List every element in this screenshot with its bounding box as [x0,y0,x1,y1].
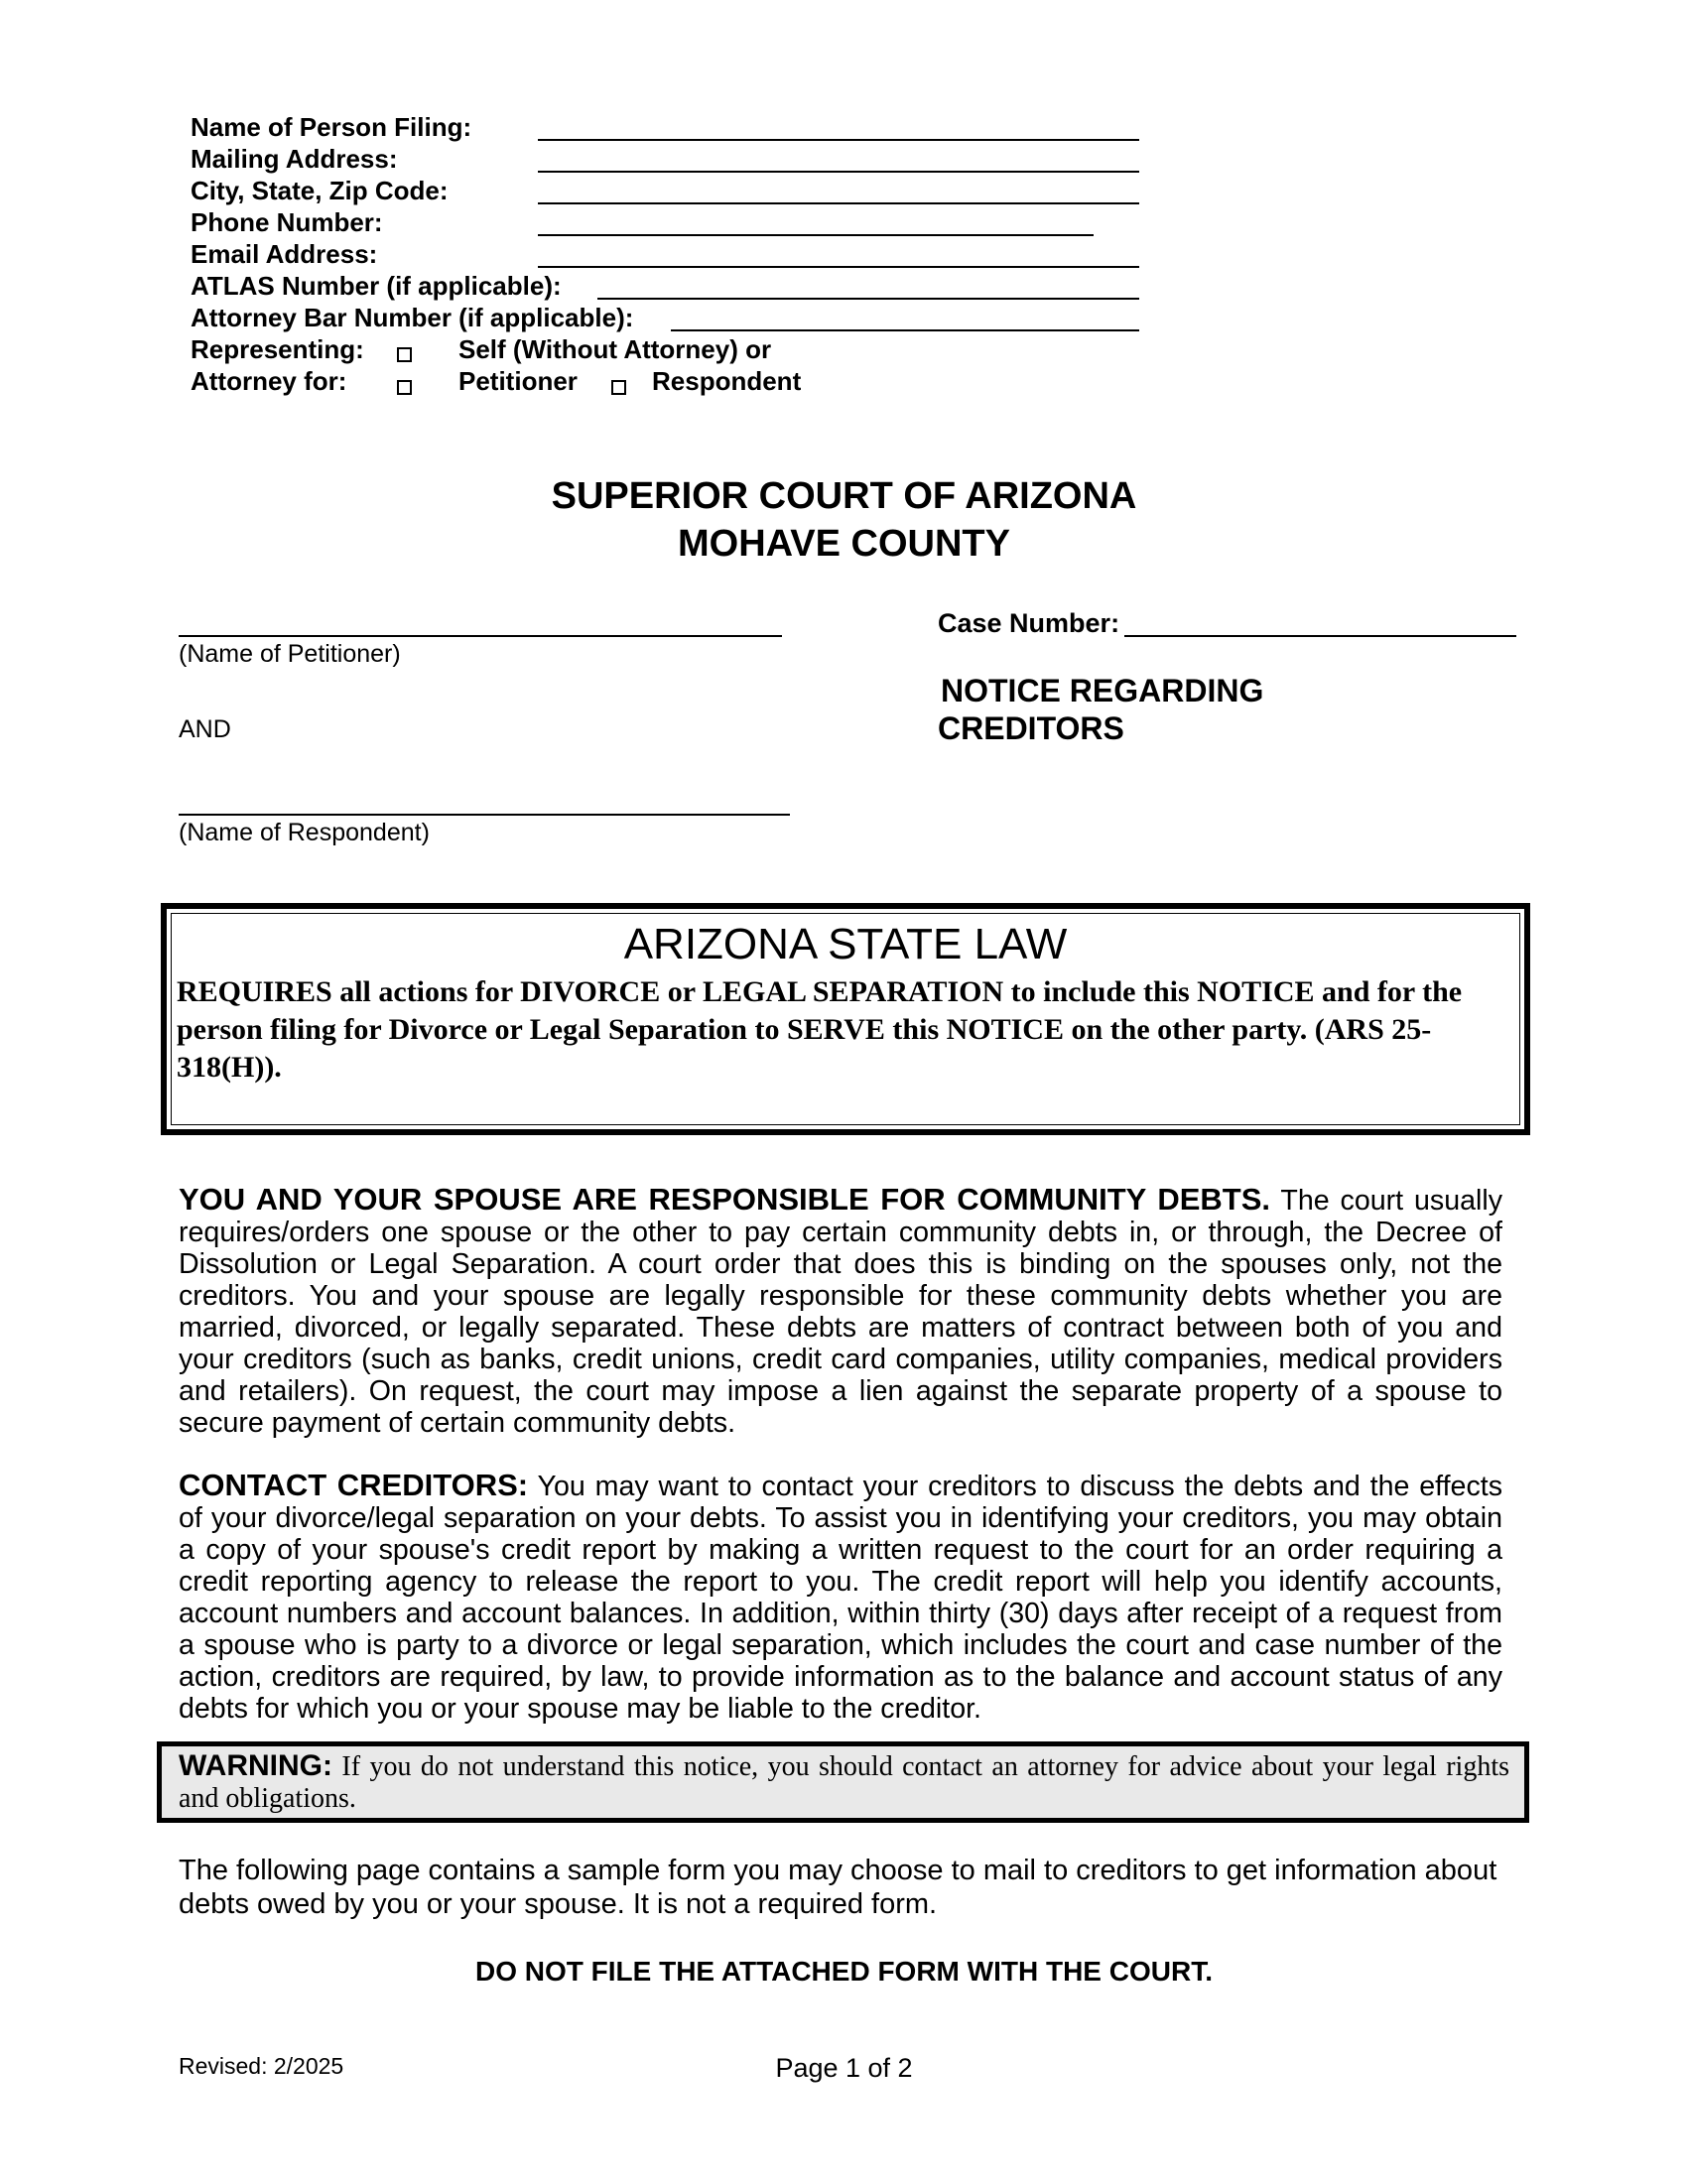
notice-title-line2: CREDITORS [938,710,1124,746]
state-law-box [161,903,1530,1135]
phone-number-label: Phone Number: [191,207,383,237]
state-law-text: REQUIRES all actions for DIVORCE or LEGAL SEPARATION to include this NOTICE and for the person filing for Divorce or Legal Separation to SERVE this NOTICE on the other party. (ARS 25-318(H)). [177,975,1463,1084]
respondent-name-caption: (Name of Respondent) [179,819,430,846]
petitioner-name-caption: (Name of Petitioner) [179,640,401,668]
mailing-address-label: Mailing Address: [191,144,398,174]
atlas-number-line[interactable] [597,298,1139,300]
and-label: AND [179,715,231,743]
state-law-heading: ARIZONA STATE LAW [623,920,1068,968]
respondent-checkbox[interactable] [611,380,626,395]
city-state-zip-label: City, State, Zip Code: [191,176,449,205]
attorney-bar-number-line[interactable] [671,329,1139,331]
warning-text: If you do not understand this notice, you should contact an attorney for advice about your legal rights and obligations. [179,1751,1509,1814]
phone-number-line[interactable] [538,234,1094,236]
revised-date: Revised: 2/2025 [179,2053,344,2079]
self-checkbox[interactable] [397,347,412,362]
warning-content [179,1750,1509,1815]
community-debts-text: The court usually requires/orders one spouse or the other to pay certain community debts in, or through, the Decree of Dissolution or Legal Separation. A court order that does this is binding on the spouses only, not the creditors. You and your spouse are legally responsible for these community debts whether you are married, divorced, or legally separated. These debts are matters of contract between both of you and your creditors (such as banks, credit unions, credit card companies, utility companies, medical providers and retailers). On request, the court may impose a lien against the separate property of a spouse to secure payment of certain community debts. [179,1185,1502,1439]
respondent-name-line[interactable] [179,814,790,816]
case-number-label: Case Number: [938,608,1120,638]
case-number-line[interactable] [1124,635,1516,637]
self-option-label: Self (Without Attorney) or [458,334,772,364]
attorney-bar-number-label: Attorney Bar Number (if applicable): [191,303,634,332]
name-of-person-filing-label: Name of Person Filing: [191,112,472,142]
name-of-person-filing-line[interactable] [538,139,1139,141]
petitioner-checkbox[interactable] [397,380,412,395]
county-name: MOHAVE COUNTY [678,523,1010,565]
city-state-zip-line[interactable] [538,202,1139,204]
petitioner-name-line[interactable] [179,635,782,637]
mailing-address-line[interactable] [538,171,1139,173]
email-address-label: Email Address: [191,239,378,269]
contact-creditors-text: You may want to contact your creditors to discuss the debts and the effects of your divorce/legal separation on your debts. To assist you in identifying your creditors, you may obtain a copy of your spouse's credit report by making a written request to the court for an order requiring a credit reporting agency to release the report to you. The credit report will help you identify accounts, account numbers and account balances. In addition, within thirty (30) days after receipt of a request from a spouse who is party to a divorce or legal separation, which includes the court and case number of the action, creditors are required, by law, to provide information as to the balance and account status of any debts for which you or your spouse may be liable to the creditor. [179,1471,1502,1725]
warning-box [157,1741,1529,1823]
page-number: Page 1 of 2 [775,2053,913,2083]
do-not-file-notice: DO NOT FILE THE ATTACHED FORM WITH THE COURT. [475,1956,1213,1987]
respondent-option-label: Respondent [652,366,802,396]
warning-label: WARNING: [179,1749,332,1782]
attorney-for-label: Attorney for: [191,366,347,396]
court-name: SUPERIOR COURT OF ARIZONA [551,475,1137,517]
contact-creditors-paragraph [179,1470,1502,1725]
community-debts-paragraph [179,1184,1502,1439]
email-address-line[interactable] [538,266,1139,268]
community-debts-heading: YOU AND YOUR SPOUSE ARE RESPONSIBLE FOR COMMUNITY DEBTS. [179,1182,1271,1217]
notice-title-line1: NOTICE REGARDING [941,673,1264,708]
following-page-note: The following page contains a sample form you may choose to mail to creditors to get information about debts owed by you or your spouse. It is not a required form. [179,1855,1497,1920]
atlas-number-label: ATLAS Number (if applicable): [191,271,562,301]
representing-label: Representing: [191,334,364,364]
contact-creditors-heading: CONTACT CREDITORS: [179,1468,529,1502]
petitioner-option-label: Petitioner [458,366,578,396]
